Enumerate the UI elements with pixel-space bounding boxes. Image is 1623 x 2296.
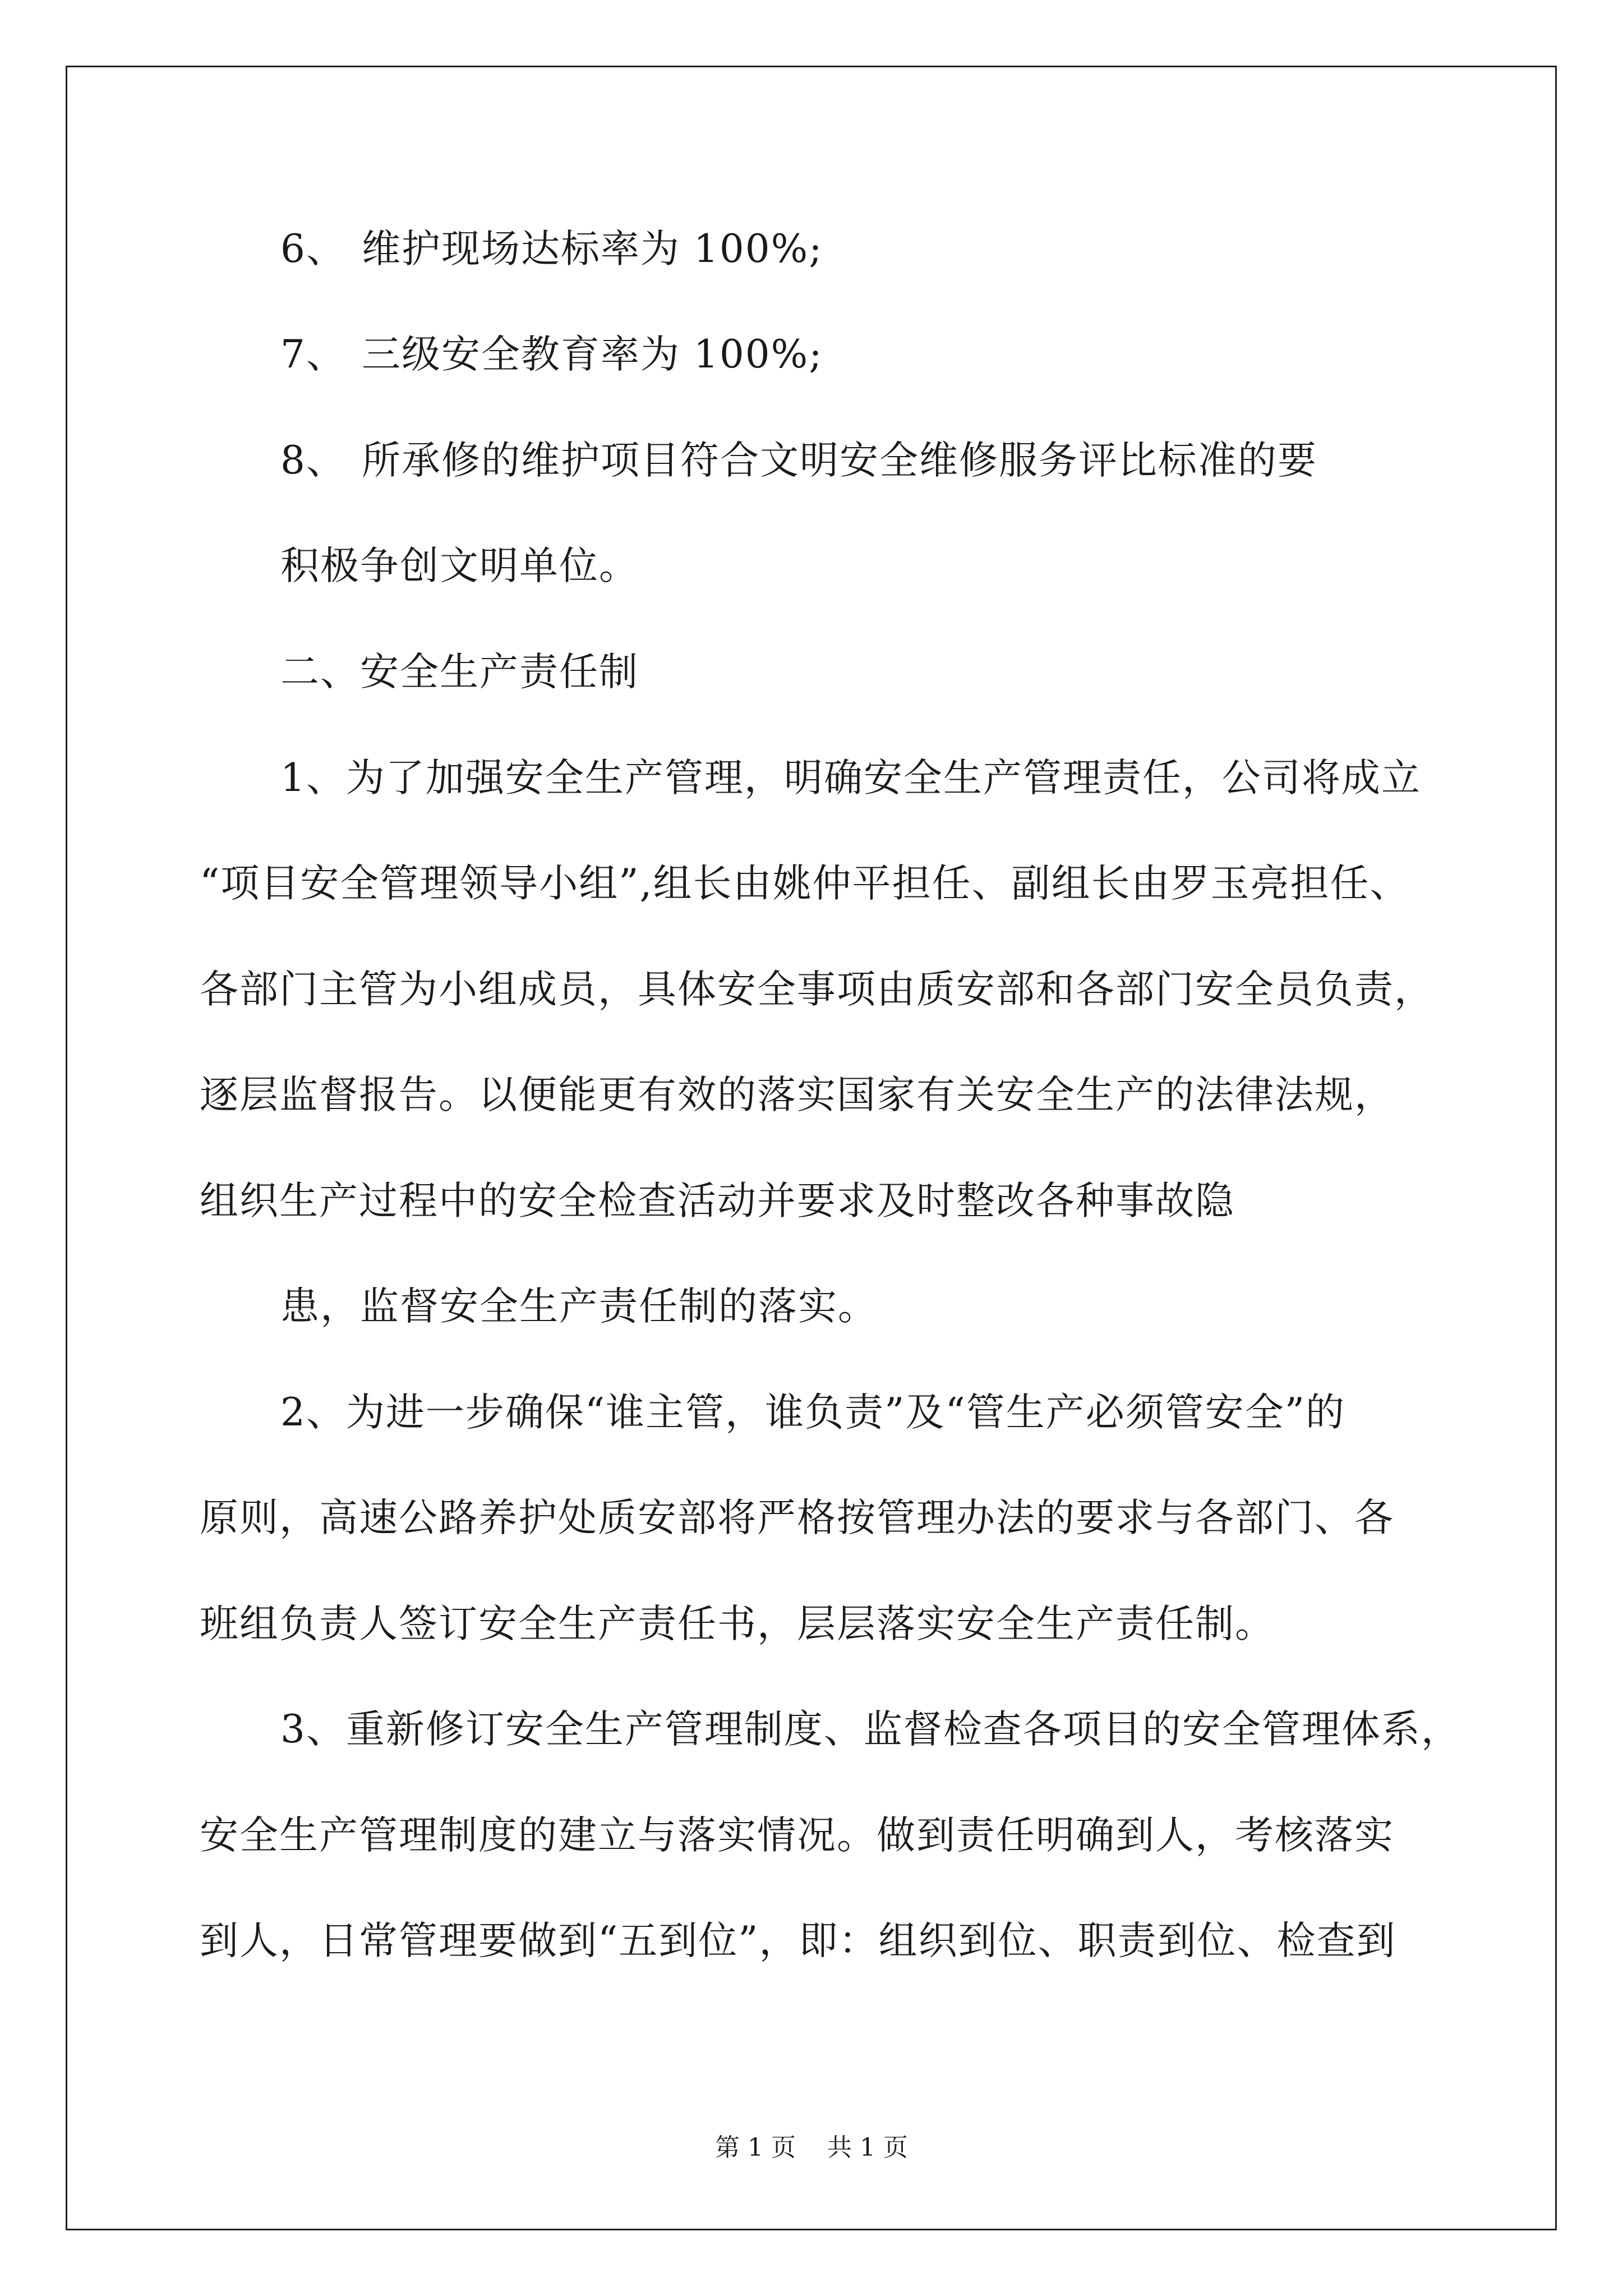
paragraph-line: 逐层监督报告。以便能更有效的落实国家有关安全生产的法律法规，: [200, 1073, 1394, 1117]
list-item-number: 8、: [280, 438, 346, 483]
list-item-text: 三级安全教育率为 100%;: [362, 332, 823, 377]
list-item: [280, 332, 823, 377]
paragraph-line: 原则，高速公路养护处质安部将严格按管理办法的要求与各部门、各: [200, 1496, 1394, 1540]
page-border: [66, 66, 1557, 2230]
list-item-text: 维护现场达标率为 100%;: [362, 227, 823, 272]
list-item-number: 6、: [280, 227, 346, 272]
paragraph-line: 组织生产过程中的安全检查活动并要求及时整改各种事故隐: [200, 1179, 1235, 1223]
paragraph-line: 1、为了加强安全生产管理，明确安全生产管理责任，公司将成立: [280, 756, 1421, 800]
paragraph-line: 3、重新修订安全生产管理制度、监督检查各项目的安全管理体系，: [280, 1707, 1461, 1752]
list-item-text: 所承修的维护项目符合文明安全维修服务评比标准的要: [362, 438, 1317, 483]
list-item: [280, 227, 823, 272]
page-footer: 第 1 页 共 1 页: [715, 2133, 908, 2162]
paragraph-line: 积极争创文明单位。: [280, 544, 639, 588]
paragraph-line: 患，监督安全生产责任制的落实。: [280, 1284, 878, 1329]
list-item-number: 7、: [280, 332, 346, 377]
section-heading: 二、安全生产责任制: [280, 650, 639, 694]
list-item: [280, 438, 1317, 483]
paragraph-line: 到人，日常管理要做到“五到位”，即：组织到位、职责到位、检查到: [200, 1918, 1396, 1963]
paragraph-line: 各部门主管为小组成员，具体安全事项由质安部和各部门安全员负责，: [200, 967, 1434, 1012]
paragraph-line: 2、为进一步确保“谁主管，谁负责”及“管生产必须管安全”的: [280, 1390, 1345, 1435]
paragraph-line: 安全生产管理制度的建立与落实情况。做到责任明确到人，考核落实: [200, 1813, 1394, 1858]
paragraph-line: 班组负责人签订安全生产责任书，层层落实安全生产责任制。: [200, 1602, 1275, 1646]
paragraph-line: “项目安全管理领导小组”,组长由姚仲平担任、副组长由罗玉亮担任、: [200, 861, 1410, 906]
